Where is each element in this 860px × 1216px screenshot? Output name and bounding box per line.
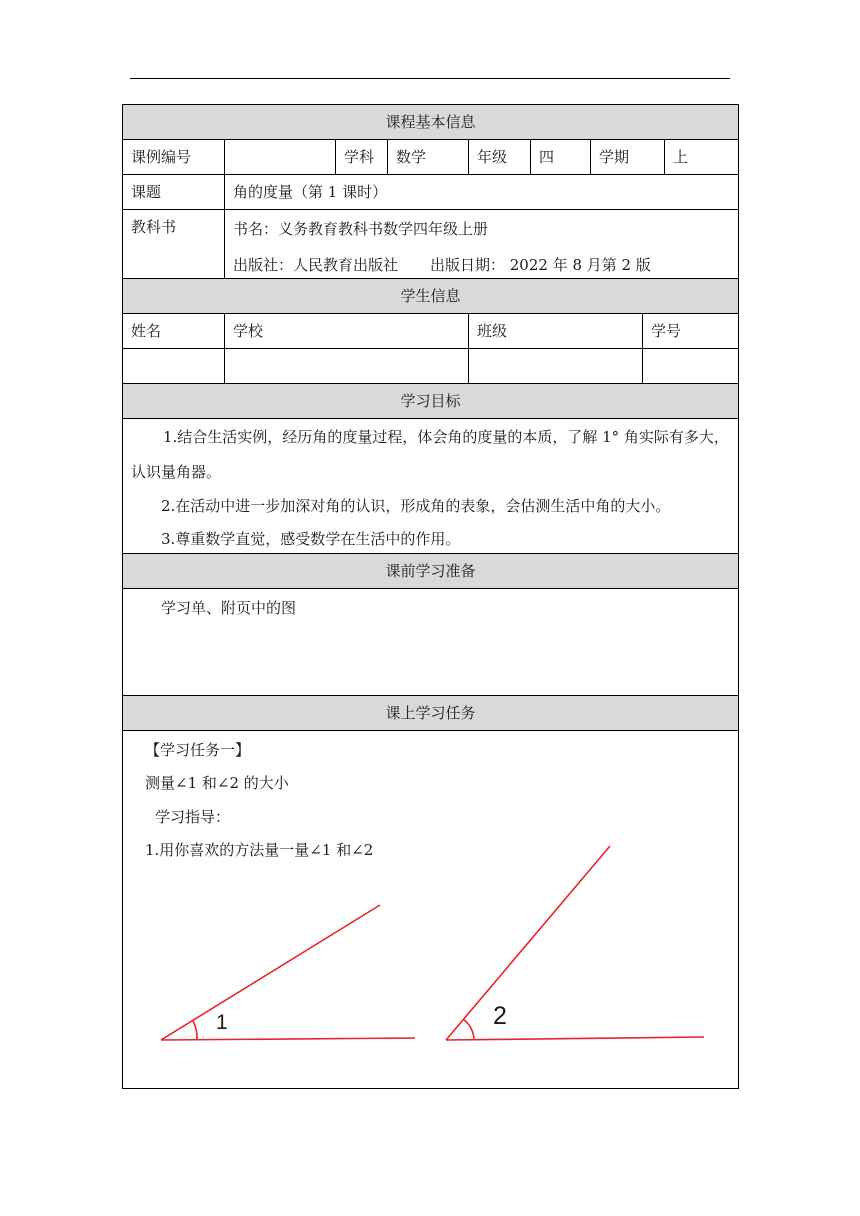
guide-label: 学习指导： <box>155 808 231 826</box>
textbook-row <box>123 210 738 279</box>
topic-row <box>123 175 738 210</box>
preparation-header <box>123 554 738 589</box>
topic-value: 角的度量（第 1 课时） <box>233 183 388 201</box>
course-info-header <box>123 105 738 140</box>
angle-2-figure <box>446 846 704 1040</box>
angle-2-upper-ray <box>446 846 610 1040</box>
objective-1-line-1: 1.结合生活实例，经历角的度量过程，体会角的度量的本质，了解 1° 角实际有多大， <box>163 428 729 446</box>
course-info-title: 课程基本信息 <box>385 113 476 131</box>
objective-2: 2.在活动中进一步加深对角的认识，形成角的表象，会估测生活中角的大小。 <box>161 497 671 515</box>
objectives-content <box>123 419 738 554</box>
lesson-form <box>122 104 739 1089</box>
objective-3: 3.尊重数学直觉，感受数学在生活中的作用。 <box>161 530 461 548</box>
angle-1-upper-ray <box>161 905 380 1040</box>
class-value <box>469 349 643 383</box>
student-label-row <box>123 314 738 349</box>
angle-2-arc <box>463 1019 474 1039</box>
objectives-header <box>123 384 738 419</box>
school-label: 学校 <box>225 314 469 348</box>
task-description: 测量∠1 和∠2 的大小 <box>145 774 289 792</box>
textbook-label: 教科书 <box>123 210 225 278</box>
textbook-details <box>225 210 738 278</box>
subject-label: 学科 <box>336 140 388 174</box>
case-no-label: 课例编号 <box>123 140 225 174</box>
name-value <box>123 349 225 383</box>
tasks-header <box>123 696 738 731</box>
angle-1-label: 1 <box>216 1011 228 1034</box>
student-id-label: 学号 <box>651 322 682 340</box>
topic-label: 课题 <box>123 175 225 209</box>
header-rule <box>130 78 730 79</box>
objective-1-line-2: 认识量角器。 <box>131 463 222 481</box>
angle-1-base-ray <box>161 1038 415 1040</box>
class-label: 班级 <box>469 314 643 348</box>
grade-label: 年级 <box>469 140 531 174</box>
angle-2-base-ray <box>446 1037 704 1040</box>
publish-date: 出版日期： 2022 年 8 月第 2 版 <box>430 256 651 274</box>
preparation-title: 课前学习准备 <box>385 562 476 580</box>
student-info-title: 学生信息 <box>400 287 461 305</box>
book-name: 书名：义务教育教科书数学四年级上册 <box>233 220 489 238</box>
preparation-text: 学习单、附页中的图 <box>161 599 297 617</box>
publisher: 出版社：人民教育出版社 <box>233 256 399 274</box>
student-value-row <box>123 349 738 384</box>
student-id-value <box>643 349 738 383</box>
objectives-title: 学习目标 <box>400 392 461 410</box>
school-value <box>225 349 469 383</box>
name-label: 姓名 <box>123 314 225 348</box>
tasks-content <box>123 731 738 1088</box>
tasks-title: 课上学习任务 <box>385 704 476 722</box>
term-label: 学期 <box>591 140 665 174</box>
grade-value: 四 <box>531 140 591 174</box>
course-meta-row <box>123 140 738 175</box>
step-1: 1.用你喜欢的方法量一量∠1 和∠2 <box>145 841 374 859</box>
task-title: 【学习任务一】 <box>145 741 251 759</box>
subject-value: 数学 <box>388 140 469 174</box>
angle-1-figure <box>161 905 415 1040</box>
preparation-content <box>123 589 738 696</box>
angle-2-label: 2 <box>493 1002 507 1030</box>
term-value: 上 <box>673 148 689 166</box>
case-no-value <box>225 140 336 174</box>
student-info-header <box>123 279 738 314</box>
angle-1-arc <box>193 1021 197 1040</box>
